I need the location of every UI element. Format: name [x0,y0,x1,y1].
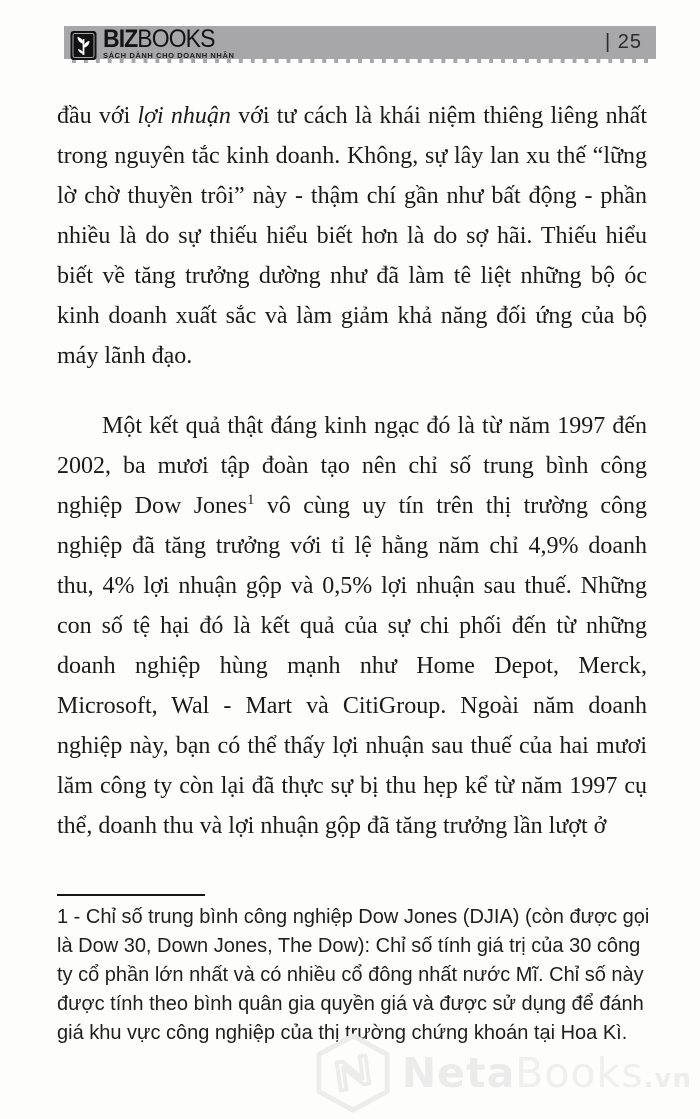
paragraph-1-italic-phrase: lợi nhuận [137,103,231,129]
watermark-vn-suffix: .vn [643,1063,692,1094]
paragraph-1-text-end: với tư cách là khái niệm thiêng liêng nhất trong nguyên tắc kinh doanh. Không, sự lây lan xu thế “lững lờ chờ thuyền trôi” này - thậm chí gần như bất động - phần nhiều là do sự thiếu hiểu biết hơn là do sợ hãi. Thiếu hiểu biết về tăng trưởng dường như đã làm tê liệt những bộ óc kinh doanh xuất sắc và làm giảm khả năng đối ứng của bộ máy lãnh đạo. [57,103,647,369]
brand-name-books: BOOKS [137,24,215,53]
page-body-text [57,96,647,846]
paragraph-2-text-end: vô cùng uy tín trên thị trường công nghiệp đã tăng trưởng với tỉ lệ hằng năm chỉ 4,9% doanh thu, 4% lợi nhuận gộp và 0,5% lợi nhuận sau thuế. Những con số tệ hại đó là kết quả của sự chi phối đến từ những doanh nghiệp hùng mạnh như Home Depot, Merck, Microsoft, Wal - Mart và CitiGroup. Ngoài năm doanh nghiệp này, bạn có thể thấy lợi nhuận sau thuế của hai mươi lăm công ty còn lại đã thực sự bị thu hẹp kể từ năm 1997 cụ thể, doanh thu và lợi nhuận gộp đã tăng trưởng lần lượt ở [57,493,647,839]
watermark-books: Books [515,1048,644,1097]
watermark-neta: Neta [401,1048,516,1097]
brand-text [103,24,235,60]
book-with-sprout-icon [70,30,97,61]
footnote [57,903,651,1048]
brand-tagline: SÁCH DÀNH CHO DOANH NHÂN [103,50,235,60]
paragraph-1-text-start: đầu với [57,103,138,129]
page-number: | 25 [605,31,642,53]
paragraph-1 [57,96,647,376]
footnote-divider [57,894,205,896]
brand-name [103,24,224,53]
footnote-reference-marker: 1 [247,492,255,508]
watermark-text [401,1048,692,1097]
paragraph-2 [57,406,647,846]
netabooks-watermark [312,1033,692,1113]
netabooks-hexagon-n-icon [312,1033,394,1113]
brand-name-biz: BIZ [103,24,138,53]
paragraph-2-text-start: Một kết quả thật đáng kinh ngạc đó là từ năm 1997 đến 2002, ba mươi tập đoàn tạo nên chỉ số trung bình công nghiệp Dow Jones [57,413,647,519]
brand-block [70,24,235,60]
footnote-text: 1 - Chỉ số trung bình công nghiệp Dow Jones (DJIA) (còn được gọi là Dow 30, Down Jones, The Dow): Chỉ số tính giá trị của 30 công ty cổ phần lớn nhất và có nhiều cổ đông nhất nước Mĩ. Chỉ số này được tính theo bình quân gia quyền giá và được sử dụng để đánh giá khu vực công nghiệp của thị trường chứng khoán tại Hoa Kì. [57,906,650,1044]
page-header [64,26,656,63]
